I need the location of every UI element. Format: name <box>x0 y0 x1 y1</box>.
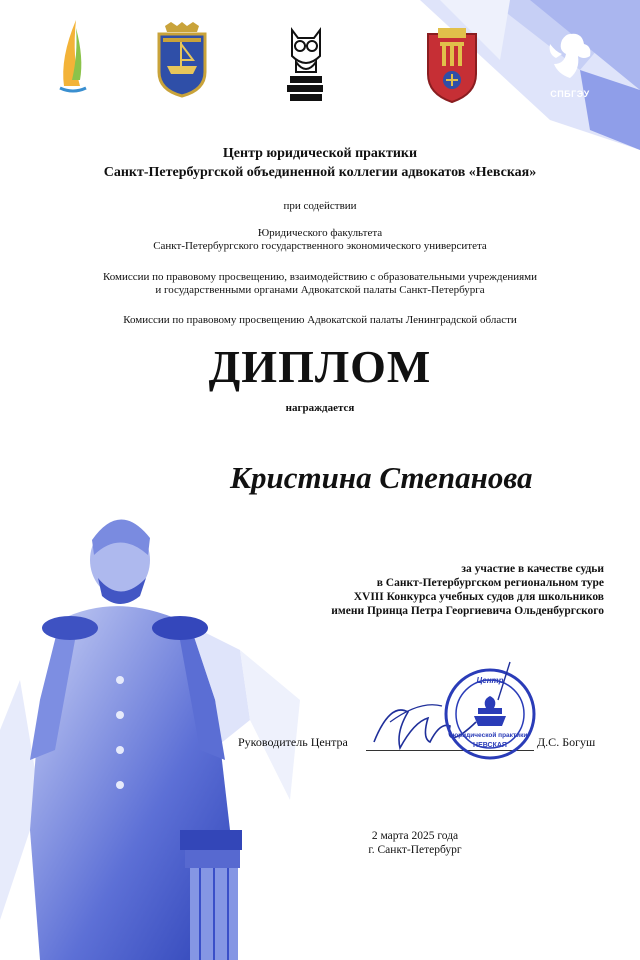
commission-lenobl: Комиссии по правовому просвещению Адвокатской палаты Ленинградской области <box>123 314 517 326</box>
university-logo-label: СПБГЭУ <box>550 89 590 99</box>
college-name: Санкт-Петербургской объединенной коллегии адвокатов «Невская» <box>103 165 537 180</box>
stamp-top-text: Центр <box>476 676 504 685</box>
signer-name: Д.С. Богуш <box>537 735 596 749</box>
faculty-line-2: Санкт-Петербургского государственного экономического университета <box>153 240 487 252</box>
commission-spb-line-1: Комиссии по правовому просвещению, взаимодействию с образовательными учреждениями <box>102 271 538 283</box>
issue-place: г. Санкт-Петербург <box>368 844 462 856</box>
awarded-label: награждается <box>285 402 355 414</box>
commission-spb-line-2: и государственными органами Адвокатской палаты Санкт-Петербурга <box>155 284 485 296</box>
university-logo <box>540 30 600 102</box>
ship-emblem-icon <box>153 20 211 98</box>
owl-books-icon <box>282 26 330 104</box>
reason-line-2: в Санкт-Петербургском региональном туре <box>376 577 604 589</box>
stamp-middle-text: юридической практики <box>452 732 528 739</box>
stamp-bottom-text: НЕВСКАЯ <box>473 742 507 749</box>
sail-logo-icon <box>58 18 88 96</box>
reason-line-1: за участие в качестве судьи <box>461 563 604 575</box>
faculty-line-1: Юридического факультета <box>257 227 383 239</box>
griffin-icon <box>540 30 600 84</box>
top-right-polygon-decoration <box>380 0 640 150</box>
issue-date-place <box>340 829 490 857</box>
reason-line-4: имени Принца Петра Георгиевича Ольденбургского <box>331 605 604 617</box>
issue-date: 2 марта 2025 года <box>371 830 459 842</box>
support-text: при содействии <box>283 200 357 212</box>
faculty-block <box>0 227 640 253</box>
official-stamp <box>440 660 540 760</box>
law-shield-icon <box>424 24 480 104</box>
recipient-name: Кристина Степанова <box>230 460 533 495</box>
award-reason <box>244 562 604 618</box>
organizer-title <box>0 144 640 182</box>
center-name: Центр юридической практики <box>222 146 418 161</box>
diploma-title: ДИПЛОМ <box>208 341 432 392</box>
signer-role: Руководитель Центра <box>238 735 348 749</box>
reason-line-3: XVIII Конкурса учебных судов для школьников <box>353 591 604 603</box>
commission-spb-block <box>0 271 640 297</box>
